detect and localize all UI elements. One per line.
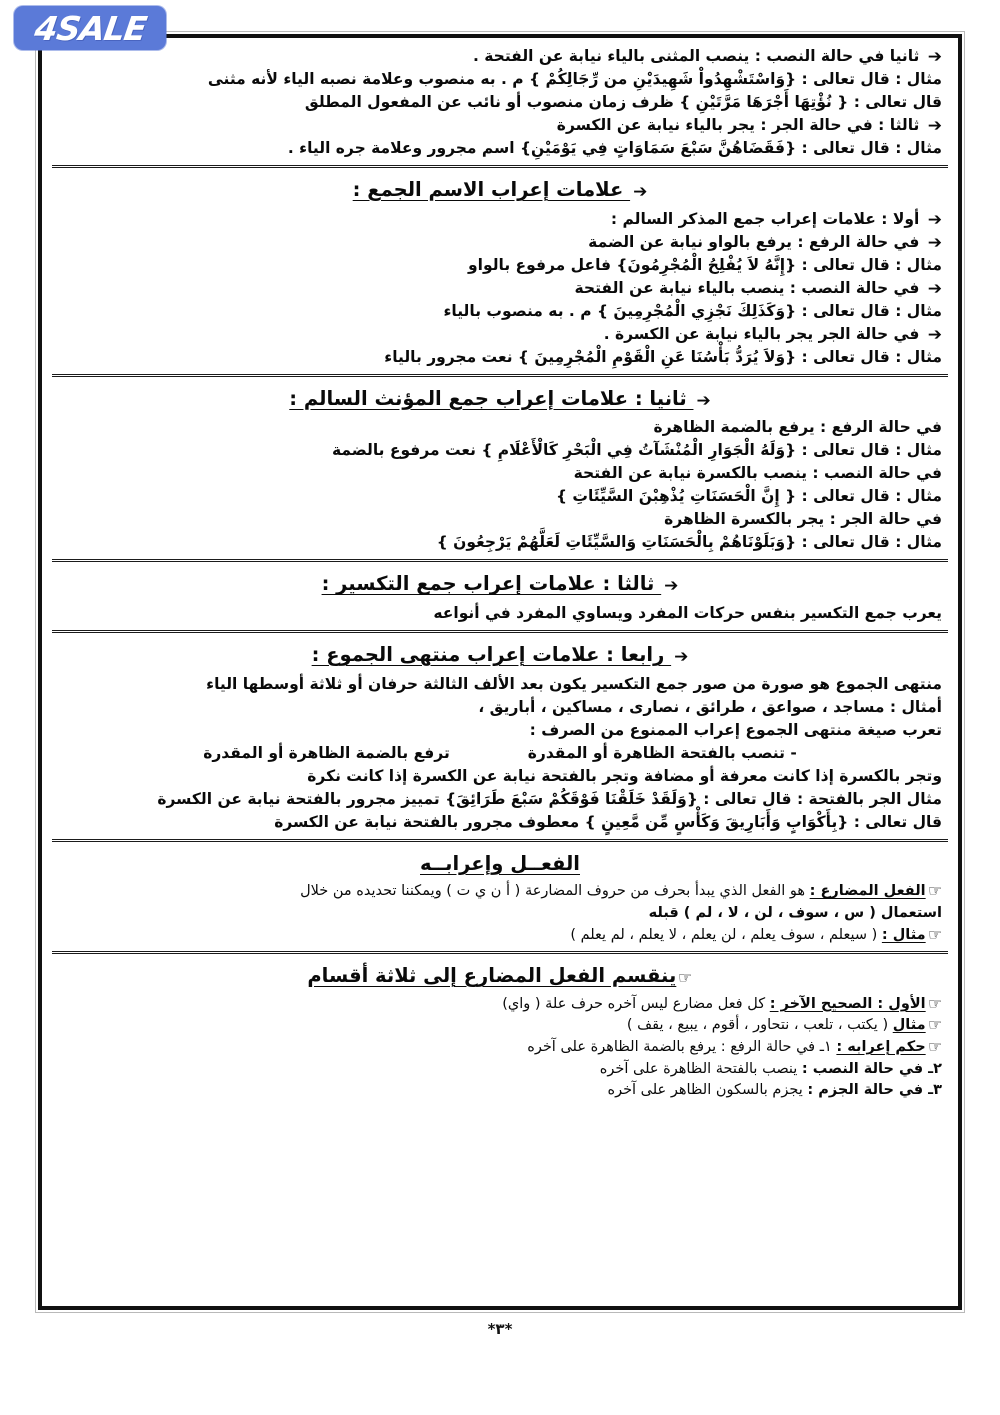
text-line — [58, 508, 942, 530]
hand-bullet-icon: ☜ — [678, 968, 693, 988]
watermark-4sale-logo — [14, 6, 166, 50]
text-line — [58, 137, 942, 159]
line-text: أمثال : مساجد ، صواعق ، طرائق ، نصارى ، مساكين ، أباريق ، — [478, 697, 942, 716]
text-line — [58, 811, 942, 833]
section-title-text: الفعــل وإعرابــه — [420, 851, 580, 875]
line-lead-label: مثال — [892, 1017, 926, 1034]
text-line — [58, 765, 942, 787]
line-text: ( يكتب ، تلعب ، نتحاور ، أقوم ، يبيع ، يقف ) — [626, 1017, 893, 1034]
watermark-label: 4SALE — [31, 8, 149, 48]
content-block — [52, 42, 948, 163]
section-heading — [58, 176, 942, 204]
text-line — [58, 462, 942, 484]
line-text: في حالة النصب : ينصب بالياء نيابة عن الفتحة — [574, 278, 925, 297]
arrow-bullet-icon: ➔ — [674, 647, 689, 668]
arrow-bullet-icon: ➔ — [927, 116, 942, 136]
line-lead-label: الأول : الصحيح الآخر : — [769, 995, 926, 1012]
line-text: يجزم بالسكون الظاهر على آخره — [607, 1082, 808, 1099]
section-heading-text: ثالثا : علامات إعراب جمع التكسير : — [321, 572, 662, 596]
text-line — [58, 91, 942, 113]
line-text: يعرب جمع التكسير بنفس حركات المفرد ويساوي المفرد في أنواعه — [433, 604, 942, 623]
arrow-bullet-icon: ➔ — [664, 576, 679, 597]
line-lead-label: حكم إعرابه : — [836, 1039, 926, 1056]
content-block — [52, 951, 948, 1105]
page-number-footer: *٣* — [487, 1320, 513, 1338]
section-heading-text: ثانيا : علامات إعراب جمع المؤنث السالم : — [289, 386, 694, 410]
line-text: مثال : قال تعالى : {فَقَضَاهُنَّ سَبْعَ سَمَاوَاتٍ فِي يَوْمَيْنِ} اسم مجرور وعلامة جره الياء . — [287, 139, 942, 157]
line-text: في حالة الرفع : يرفع بالضمة الظاهرة — [653, 418, 942, 437]
text-line — [58, 925, 942, 946]
text-line — [58, 485, 942, 507]
text-line — [58, 788, 942, 810]
hand-bullet-icon: ☜ — [927, 993, 942, 1013]
line-text: ١ـ في حالة الرفع : يرفع بالضمة الظاهرة على آخره — [527, 1039, 837, 1056]
hand-bullet-icon: ☜ — [927, 881, 942, 901]
section-heading — [58, 641, 942, 669]
text-line — [58, 323, 942, 345]
text-line — [58, 602, 942, 624]
line-text: في حالة الرفع : يرفع بالواو نيابة عن الضمة — [588, 232, 925, 251]
arrow-bullet-icon: ➔ — [927, 278, 942, 299]
line-text: قال تعالى : {بِأَكْوَابٍ وَأَبَارِيقَ وَكَأْسٍ مِّن مَّعِينٍ } معطوف مجرور بالفتحة نيابة عن الكسرة — [274, 812, 942, 831]
text-line — [58, 45, 942, 67]
line-text: مثال الجر بالفتحة : قال تعالى : {وَلَقَدْ خَلَقْنَا فَوْقَكُمْ سَبْعَ طَرَائِقَ} تمييز مجرور بالفتحة نيابة عن الكسرة — [157, 789, 942, 808]
text-line — [58, 881, 942, 902]
line-text: مثال : قال تعالى : {وَاسْتَشْهِدُواْ شَهِيدَيْنِ من رِّجَالِكُمْ } م . به منصوب وعلامة نصبه الياء لأنه مثنى — [207, 70, 942, 88]
line-text: أولا : علامات إعراب جمع المذكر السالم : — [610, 209, 925, 228]
document-page-frame — [38, 34, 962, 1310]
line-text: هو الفعل الذي يبدأ بحرف من حروف المضارعة ( أ ن ي ت ) ويمكننا تحديده من خلال — [300, 883, 810, 900]
text-line — [58, 439, 942, 461]
hand-bullet-icon: ☜ — [927, 924, 942, 944]
arrow-bullet-icon: ➔ — [927, 324, 942, 345]
line-text: ينصب بالفتحة الظاهرة على آخره — [599, 1060, 802, 1077]
text-line — [58, 68, 942, 90]
text-line — [58, 277, 942, 299]
line-text: مثال : قال تعالى : {وَكَذَلِكَ نَجْزِي الْمُجْرِمِينَ } م . به منصوب بالياء — [443, 301, 942, 320]
line-text: تعرب صيغة منتهى الجموع إعراب الممنوع من الصرف : — [529, 720, 942, 739]
line-lead-label: مثال : — [881, 926, 926, 943]
text-line — [58, 231, 942, 253]
hand-bullet-icon: ☜ — [927, 1037, 942, 1057]
text-line — [58, 300, 942, 322]
text-line — [58, 346, 942, 368]
text-line — [58, 719, 942, 741]
arrow-bullet-icon: ➔ — [696, 390, 711, 411]
line-text: وتجر بالكسرة إذا كانت معرفة أو مضافة وتجر بالفتحة نيابة عن الكسرة إذا كانت نكرة — [307, 766, 942, 785]
line-text: في حالة النصب : ينصب بالكسرة نيابة عن الفتحة — [573, 464, 942, 483]
content-block — [52, 839, 948, 949]
arrow-bullet-icon: ➔ — [927, 232, 942, 253]
text-line — [58, 254, 942, 276]
line-text: ثالثا : في حالة الجر : يجر بالياء نيابة عن الكسرة — [556, 116, 925, 134]
column-left-text: ‑ تنصب بالفتحة الظاهرة أو المقدرة — [527, 743, 797, 762]
line-text: منتهى الجموع هو صورة من صور جمع التكسير يكون بعد الألف الثالثة حرفان أو ثلاثة أوسطها الياء — [206, 674, 942, 693]
line-lead-label: ٢ـ في حالة النصب : — [801, 1060, 942, 1077]
line-text: مثال : قال تعالى : { إِنَّ الْحَسَنَاتِ يُذْهِبْنَ السَّيِّئَاتِ } — [555, 487, 942, 506]
section-title — [58, 850, 942, 878]
text-line — [58, 531, 942, 553]
text-line — [58, 903, 942, 924]
content-block — [52, 630, 948, 837]
line-text: مثال : قال تعالى : {وَلاَ يُرَدُّ بَأْسُنَا عَنِ الْقَوْمِ الْمُجْرِمِينَ } نعت مجرور بالياء — [384, 347, 942, 366]
text-line — [58, 1015, 942, 1036]
text-line — [58, 696, 942, 718]
section-heading — [58, 570, 942, 598]
content-block — [52, 374, 948, 558]
document-content — [42, 38, 958, 1306]
line-text: استعمال ( س ، سوف ، لن ، لا ، لم ) قبله — [648, 905, 942, 922]
line-text: ثانيا في حالة النصب : ينصب المثنى بالياء نيابة عن الفتحة . — [472, 47, 925, 65]
text-line — [58, 1037, 942, 1058]
arrow-bullet-icon: ➔ — [927, 47, 942, 67]
line-lead-label: الفعل المضارع : — [809, 883, 926, 900]
line-text: مثال : قال تعالى : {وَبَلَوْنَاهُمْ بِالْحَسَنَاتِ وَالسَّيِّئَاتِ لَعَلَّهُمْ يَرْجِعُونَ } — [436, 533, 942, 552]
line-text: قال تعالى : { نُؤْتِهَا أَجْرَهَا مَرَّتَيْنِ } ظرف زمان منصوب أو نائب عن المفعول المطلق — [304, 93, 942, 111]
text-line — [58, 673, 942, 695]
content-block — [52, 559, 948, 628]
content-block — [52, 165, 948, 372]
text-line — [58, 1080, 942, 1101]
text-line — [58, 1059, 942, 1080]
line-text: مثال : قال تعالى : {إِنَّهُ لاَ يُفْلِحُ الْمُجْرِمُونَ} فاعل مرفوع بالواو — [468, 255, 942, 274]
section-heading-text: رابعا : علامات إعراب منتهى الجموع : — [311, 643, 672, 667]
two-column-row — [58, 742, 942, 764]
line-text: في حالة الجر يجر بالياء نيابة عن الكسرة . — [603, 324, 925, 343]
section-heading-text: علامات إعراب الاسم الجمع : — [352, 178, 631, 201]
text-line — [58, 416, 942, 438]
line-text: في حالة الجر : يجر بالكسرة الظاهرة — [664, 510, 942, 529]
column-right-text: ترفع بالضمة الظاهرة أو المقدرة — [203, 743, 450, 762]
text-line — [58, 994, 942, 1015]
line-text: ( سيعلم ، سوف يعلم ، لن يعلم ، لا يعلم ، لم يعلم ) — [570, 926, 882, 943]
section-heading — [58, 962, 942, 990]
arrow-bullet-icon: ➔ — [927, 209, 942, 230]
section-heading-text: ينقسم الفعل المضارع إلى ثلاثة أقسام — [307, 964, 677, 988]
hand-bullet-icon: ☜ — [927, 1015, 942, 1035]
line-text: كل فعل مضارع ليس آخره حرف علة ( واي) — [502, 995, 770, 1012]
text-line — [58, 114, 942, 136]
line-text: مثال : قال تعالى : {وَلَهُ الْجَوَارِ الْمُنْشَآتُ فِي الْبَحْرِ كَالْأَعْلَامِ } نعت مرفوع بالضمة — [331, 441, 942, 460]
line-lead-label: ٣ـ في حالة الجزم : — [807, 1082, 942, 1099]
text-line — [58, 208, 942, 230]
arrow-bullet-icon: ➔ — [633, 182, 648, 202]
section-heading — [58, 385, 942, 413]
